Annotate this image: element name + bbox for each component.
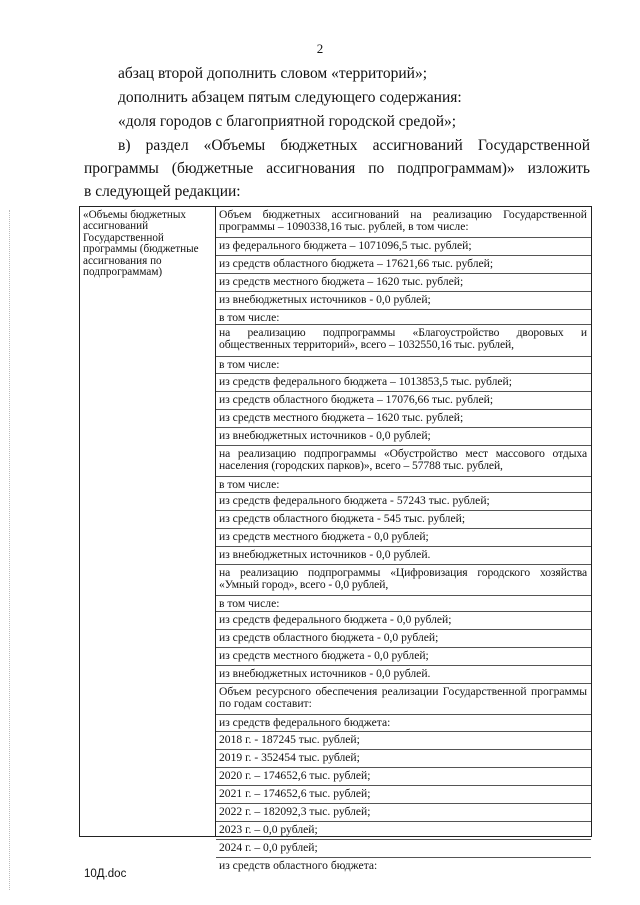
paragraph-4-line-3: в следующей редакции: [84, 183, 241, 200]
footer-filename: 10Д.doc [84, 868, 127, 880]
table-row: из средств федерального бюджета: [216, 715, 591, 732]
table-row: из средств федерального бюджета – 1013853,5 тыс. рублей; [216, 374, 591, 392]
paragraph-4-line-1: в) раздел «Объемы бюджетных ассигнований Государственной [118, 137, 590, 154]
paragraph-2: дополнить абзацем пятым следующего содержания: [118, 89, 462, 106]
table-row: 2020 г. – 174652,6 тыс. рублей; [216, 768, 591, 786]
table-row: из средств федерального бюджета - 57243 тыс. рублей; [216, 493, 591, 511]
table-row: из средств областного бюджета: [219, 859, 378, 872]
paragraph-4-line-2: программы (бюджетные ассигнования по подпрограммам)» изложить [84, 160, 590, 177]
budget-table [79, 206, 592, 872]
table-row: 2019 г. - 352454 тыс. рублей; [216, 750, 591, 768]
table-row: Объем ресурсного обеспечения реализации Государственной программы по годам составит: [216, 684, 591, 715]
paragraph-3: «доля городов с благоприятной городской средой»; [118, 113, 457, 130]
table-row: в том числе: [216, 477, 591, 493]
table-row: в том числе: [216, 357, 591, 374]
table-row: Объем бюджетных ассигнований на реализацию Государственной программы – 1090338,16 тыс. рублей, в том числе: [216, 207, 591, 238]
table-row: в том числе: [216, 310, 591, 325]
table-row: из средств областного бюджета – 17621,66 тыс. рублей; [216, 256, 591, 274]
table-row: из средств областного бюджета - 545 тыс. рублей; [216, 511, 591, 529]
table-row: из средств местного бюджета – 1620 тыс. рублей; [216, 274, 591, 292]
table-row: из средств местного бюджета - 0,0 рублей; [216, 648, 591, 666]
table-row: на реализацию подпрограммы «Обустройство мест массового отдыха населения (городских парков)», всего – 57788 тыс. рублей, [216, 446, 591, 477]
table-row: 2018 г. - 187245 тыс. рублей; [216, 732, 591, 750]
paragraph-1: абзац второй дополнить словом «территорий»; [118, 65, 428, 82]
table-row: из внебюджетных источников - 0,0 рублей. [216, 666, 591, 684]
table-row: 2024 г. – 0,0 рублей; [216, 840, 591, 858]
table-row: из внебюджетных источников - 0,0 рублей; [216, 428, 591, 446]
table-row: на реализацию подпрограммы «Благоустройство дворовых и общественных территорий», всего – 1032550,16 тыс. рублей, [216, 325, 591, 357]
table-row: из средств областного бюджета - 0,0 рублей; [216, 630, 591, 648]
table-row: из внебюджетных источников - 0,0 рублей; [216, 292, 591, 310]
table-row: из средств федерального бюджета - 0,0 рублей; [216, 612, 591, 630]
table-row: 2021 г. – 174652,6 тыс. рублей; [216, 786, 591, 804]
table-left-cell: «Объемы бюджетных ассигнований Государственной программы (бюджетные ассигнования по подпрограммам) [80, 207, 216, 836]
scan-edge-line [9, 210, 10, 890]
page-number: 2 [316, 41, 324, 56]
table-row: из средств местного бюджета - 0,0 рублей; [216, 529, 591, 547]
table-row: 2022 г. – 182092,3 тыс. рублей; [216, 804, 591, 822]
table-row: из внебюджетных источников - 0,0 рублей. [216, 547, 591, 565]
table-row: в том числе: [216, 596, 591, 612]
table-row: из средств областного бюджета – 17076,66 тыс. рублей; [216, 392, 591, 410]
table-right-column [216, 207, 591, 874]
table-row: из средств местного бюджета – 1620 тыс. рублей; [216, 410, 591, 428]
table-row: на реализацию подпрограммы «Цифровизация городского хозяйства «Умный город», всего - 0,0 рублей, [216, 565, 591, 596]
table-row: из федерального бюджета – 1071096,5 тыс. рублей; [216, 238, 591, 256]
table-row: 2023 г. – 0,0 рублей; [216, 822, 591, 840]
